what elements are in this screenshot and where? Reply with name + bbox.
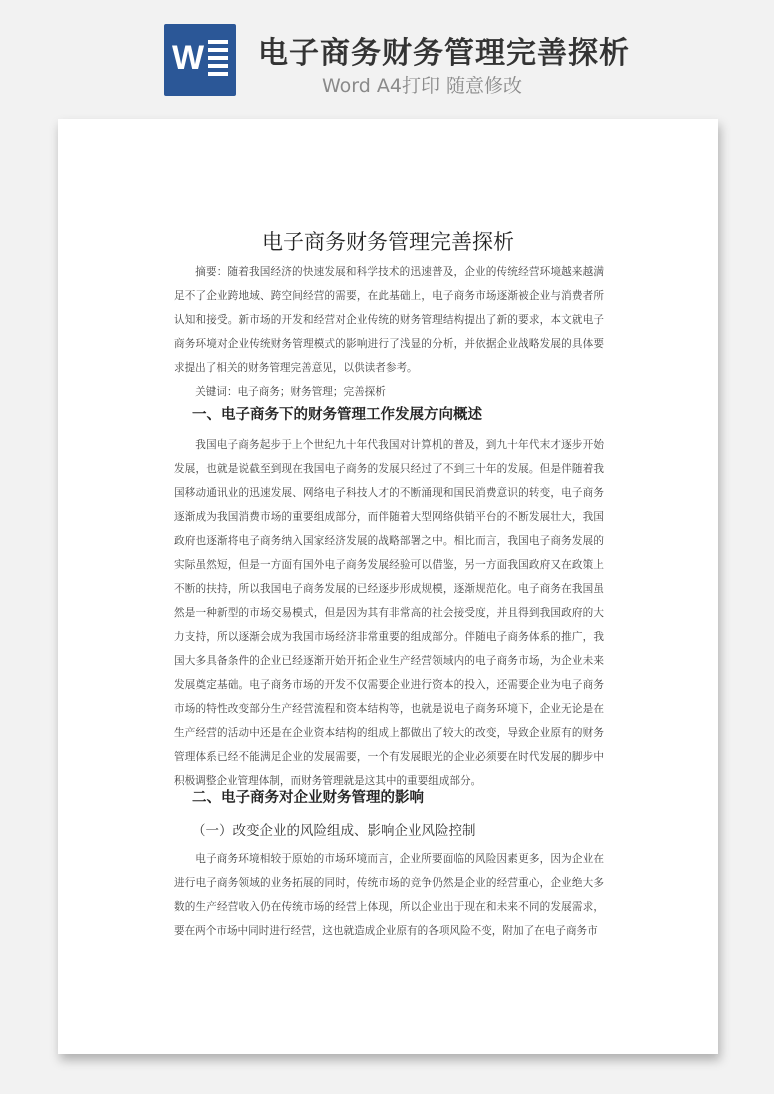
banner-subtitle: Word A4打印 随意修改 bbox=[322, 75, 523, 97]
word-icon-letter: W bbox=[172, 39, 205, 77]
word-icon-lines bbox=[208, 40, 228, 80]
document-page bbox=[58, 119, 718, 1054]
subsection-1-heading: （一）改变企业的风险组成、影响企业风险控制 bbox=[192, 823, 476, 839]
banner-title: 电子商务财务管理完善探析 bbox=[258, 36, 630, 71]
abstract-paragraph: 摘要：随着我国经济的快速发展和科学技术的迅速普及，企业的传统经营环境越来越满足不了企业跨地域、跨空间经营的需要，在此基础上，电子商务市场逐渐被企业与消费者所认知和接受。新市场的开发和经营对企业传统的财务管理结构提出了新的要求，本文就电子商务环境对企业传统财务管理模式的影响进行了浅显的分析，并依据企业战略发展的具体要求提出了相关的财务管理完善意见，以供读者参考。 bbox=[174, 266, 604, 374]
abstract-block bbox=[174, 260, 604, 404]
document-title: 电子商务财务管理完善探析 bbox=[262, 230, 514, 254]
subsection-1-paragraph: 电子商务环境相较于原始的市场环境而言，企业所要面临的风险因素更多，因为企业在进行电子商务领域的业务拓展的同时，传统市场的竞争仍然是企业的经营重心，企业绝大多数的生产经营收入仍在传统市场的经营上体现，所以企业出于现在和未来不同的发展需求，要在两个市场中同时进行经营，这也就造成企业原有的各项风险不变，附加了在电子商务市 bbox=[174, 853, 604, 937]
keywords-line: 关键词：电子商务；财务管理；完善探析 bbox=[195, 386, 386, 398]
word-document-icon bbox=[164, 24, 236, 96]
section-1-paragraph: 我国电子商务起步于上个世纪九十年代我国对计算机的普及，到九十年代末才逐步开始发展，也就是说截至到现在我国电子商务的发展只经过了不到三十年的发展。但是伴随着我国移动通讯业的迅速发展、网络电子科技人才的不断涌现和国民消费意识的转变，电子商务逐渐成为我国消费市场的重要组成部分，而伴随着大型网络供销平台的不断发展壮大，我国政府也逐渐将电子商务纳入国家经济发展的战略部署之中。相比而言，我国电子商务发展的实际虽然短，但是一方面有国外电子商务发展经验可以借鉴，另一方面我国政府又在政策上不断的扶持，所以我国电子商务发展的已经逐步形成规模，逐渐规范化。电子商务在我国虽然是一种新型的市场交易模式，但是因为其有非常高的社会接受度，并且得到我国政府的大力支持，所以逐渐会成为我国市场经济非常重要的组成部分。伴随电子商务体系的推广，我国大多具备条件的企业已经逐渐开始开拓企业生产经营领域内的电子商务市场，为企业未来发展奠定基础。电子商务市场的开发不仅需要企业进行资本的投入，还需要企业为电子商务市场的特性改变部分生产经营流程和资本结构等，也就是说电子商务环境下，企业无论是在生产经营的活动中还是在企业资本结构的组成上都做出了较大的改变，导致企业原有的财务管理体系已经不能满足企业的发展需要，一个有发展眼光的企业必须要在时代发展的脚步中积极调整企业管理体制，而财务管理就是这其中的重要组成部分。 bbox=[174, 439, 604, 787]
section-1-body bbox=[174, 433, 604, 793]
subsection-1-body bbox=[174, 847, 604, 943]
section-1-heading: 一、电子商务下的财务管理工作发展方向概述 bbox=[192, 407, 482, 423]
section-2-heading: 二、电子商务对企业财务管理的影响 bbox=[192, 790, 424, 806]
banner bbox=[0, 0, 774, 118]
